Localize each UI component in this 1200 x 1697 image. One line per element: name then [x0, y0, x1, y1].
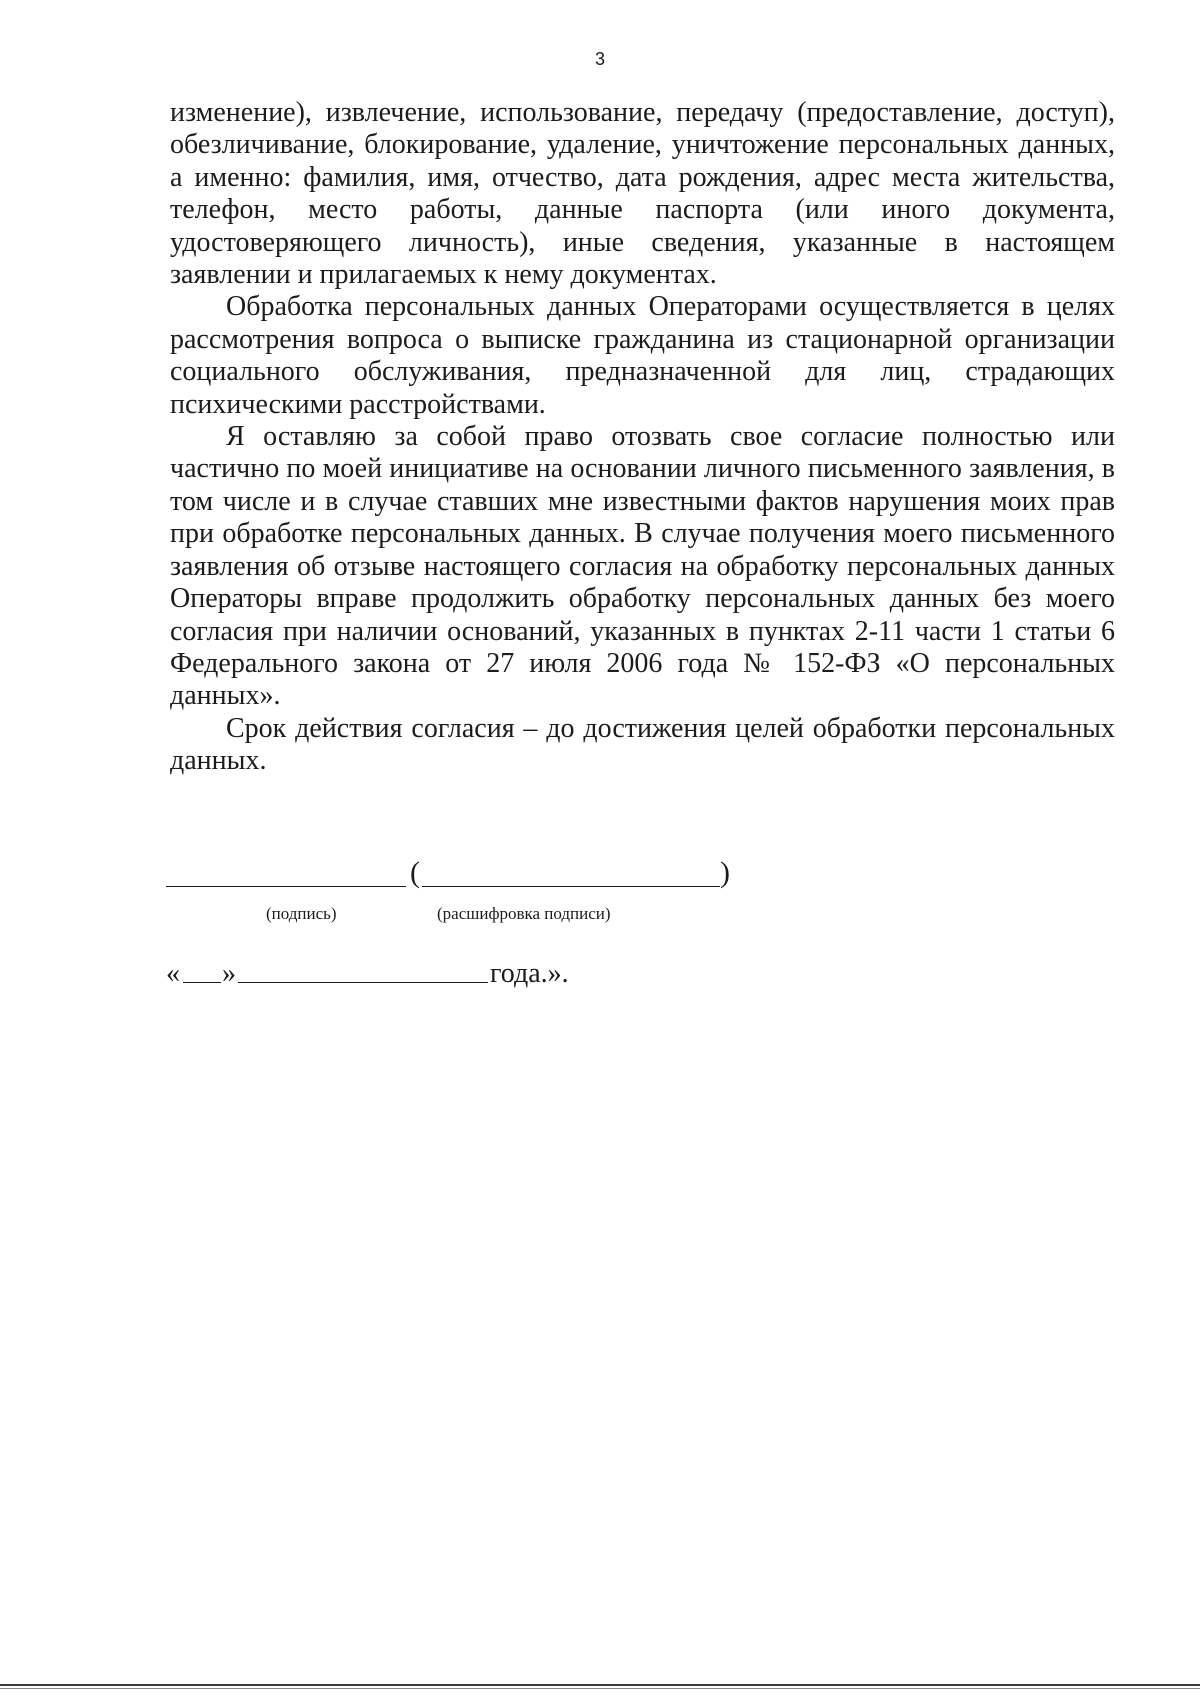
signature-line: [166, 862, 406, 887]
decoding-open-paren: (: [410, 856, 420, 889]
signature-caption: (подпись): [266, 904, 337, 923]
decoding-close-paren: ): [720, 856, 730, 889]
paragraph-processing-actions: изменение), извлечение, использование, передачу (предоставление, доступ), обезличивание, блокирование, удаление, уничтожение персональных данных, а именно: фамилия, имя, отчество, дата рождения, адрес места жительства, телефон, место работы, данные паспорта (или иного документа, удостоверяющего личность), иные сведения, указанные в настоящем заявлении и прилагаемых к нему документах.: [170, 97, 1115, 291]
page-number: 3: [594, 49, 605, 69]
date-close-quote: »: [222, 958, 236, 989]
decoding-caption: (расшифровка подписи): [437, 904, 611, 923]
date-open-quote: «: [166, 958, 180, 989]
paragraph-consent-term: Срок действия согласия – до достижения целей обработки персональных данных.: [170, 712, 1115, 777]
decoding-line: [422, 862, 720, 887]
scan-edge-line: [0, 1684, 1200, 1686]
month-blank-line: [238, 958, 488, 983]
paragraph-processing-purpose: Обработка персональных данных Операторами осуществляется в целях рассмотрения вопроса о выписке гражданина из стационарной организации социального обслуживания, предназначенной для лиц, страдающих психическими расстройствами.: [170, 291, 1115, 420]
scan-edge-shadow: [0, 1688, 1200, 1689]
date-suffix: года.».: [490, 958, 569, 989]
paragraph-withdrawal-right: Я оставляю за собой право отозвать свое согласие полностью или частично по моей инициативе на основании личного письменного заявления, в том числе и в случае ставших мне известными фактов нарушения моих прав при обработке персональных данных. В случае получения моего письменного заявления об отзыве настоящего согласия на обработку персональных данных Операторы вправе продолжить обработку персональных данных без моего согласия при наличии оснований, указанных в пунктах 2-11 части 1 статьи 6 Федерального закона от 27 июля 2006 года № 152-ФЗ «О персональных данных».: [170, 421, 1115, 712]
day-blank-line: [183, 958, 221, 983]
document-body: [170, 97, 1115, 778]
